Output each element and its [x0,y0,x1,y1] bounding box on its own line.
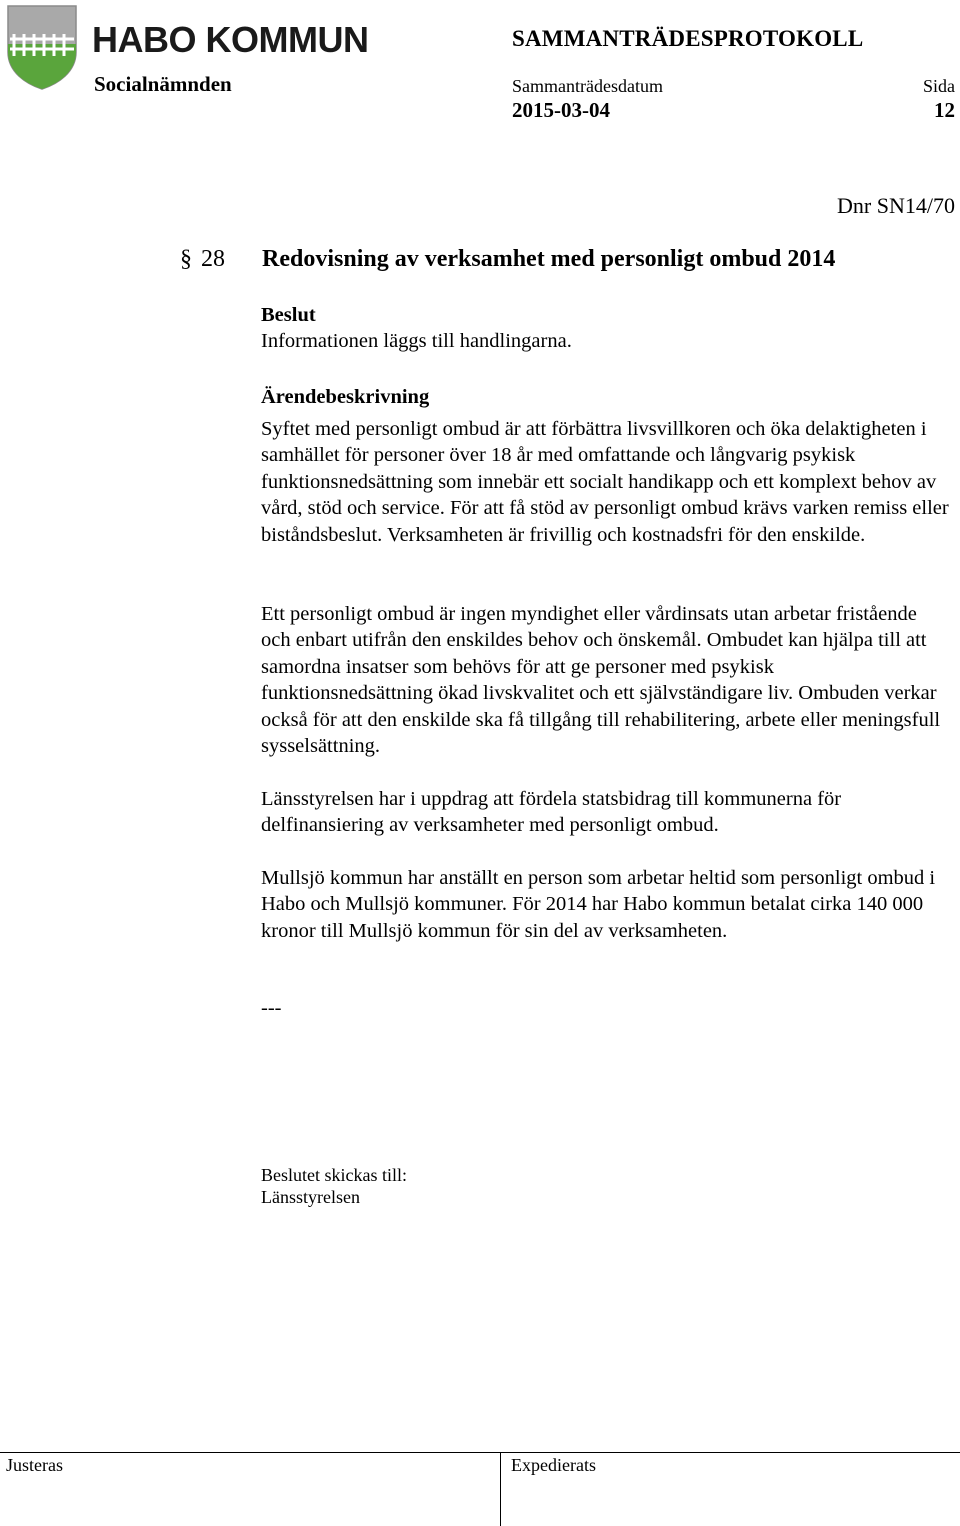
description-heading: Ärendebeskrivning [261,386,430,408]
municipal-coat-of-arms-icon [6,4,78,90]
decision-text: Informationen läggs till handlingarna. [261,330,572,352]
meeting-date: 2015-03-04 [512,98,610,122]
paragraph-symbol: § [180,246,192,272]
footer-justeras-label: Justeras [6,1455,63,1475]
footer-divider [0,1452,960,1453]
logo-wordmark: HABO KOMMUN [92,19,369,60]
meeting-date-label: Sammanträdesdatum [512,76,663,96]
footer-column-divider [500,1452,501,1526]
page-label: Sida [922,76,955,96]
section-separator: --- [261,997,282,1019]
footer-expedierats-label: Expedierats [511,1455,596,1475]
description-paragraph: Länsstyrelsen har i uppdrag att fördela statsbidrag till kommunerna för delfinansiering av verksamheter med personligt ombud. [261,788,842,837]
description-paragraph: Syftet med personligt ombud är att förbättra livsvillkoren och öka delaktigheten i samhället för personer över 18 år med omfattande och långvarig psykisk funktionsnedsättning som innebär ett socialt handikapp och ett komplext behov av vård, stöd och service. För att få stöd av personligt ombud krävs varken remiss eller biståndsbeslut. Verksamheten är frivillig och kostnadsfri för den enskilde. [261,418,949,546]
case-title: Redovisning av verksamhet med personligt ombud 2014 [262,246,836,272]
distribution-recipient: Länsstyrelsen [261,1187,360,1207]
decision-heading: Beslut [261,304,316,326]
description-paragraph: Mullsjö kommun har anställt en person som arbetar heltid som personligt ombud i Habo och Mullsjö kommuner. För 2014 har Habo kommun betalat cirka 140 000 kronor till Mullsjö kommun för sin del av verksamheten. [261,867,936,942]
page-number: 12 [934,98,955,122]
decision-section [261,302,951,354]
paragraph-number: 28 [201,246,225,272]
document-type: SAMMANTRÄDESPROTOKOLL [512,26,864,51]
case-number: Dnr SN14/70 [837,193,955,218]
distribution-label: Beslutet skickas till: [261,1165,407,1185]
description-paragraph: Ett personligt ombud är ingen myndighet eller vårdinsats utan arbetar fristående och enbart utifrån den enskildes behov och önskemål. Ombudet kan hjälpa till att samordna insatser som behövs för att ge personer med psykisk funktionsnedsättning ökad livskvalitet och ett självständigare liv. Ombuden verkar också för att den enskilde ska få tillgång till rehabilitering, arbete eller meningsfull sysselsättning. [261,603,941,758]
description-section [261,384,951,410]
committee-name: Socialnämnden [94,72,232,96]
